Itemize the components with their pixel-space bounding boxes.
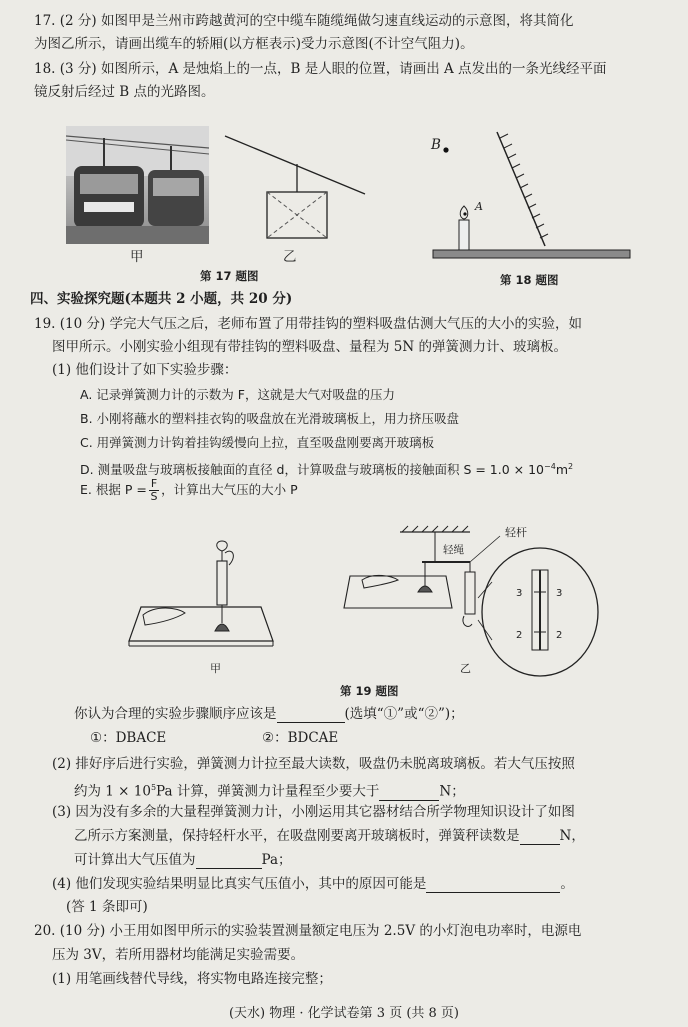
mirror-diagram (425, 128, 640, 266)
q19-sub3-line3: 可计算出大气压值为 Pa； (74, 852, 292, 868)
fig17-label-yi: 乙 (283, 249, 297, 265)
q20-line2: 压为 3V，若所用器材均能满足实验需要。 (52, 947, 305, 963)
q19-sub4-line2: (答 1 条即可) (66, 899, 148, 915)
q19-option-1: ①：DBACE (90, 730, 167, 746)
fig18-label-b: B (431, 137, 441, 153)
svg-text:2: 2 (556, 630, 563, 641)
cable-car-diagram (220, 126, 370, 256)
q19-sub2-line2: 约为 $1 \times 10^5Pa$ 计算，弹簧测力计量程至少要大于 N； (74, 783, 465, 800)
q19-sub4-line1: (4) 他们发现实验结果明显比真实气压值小，其中的原因可能是 。 (52, 876, 574, 892)
fig19-label-jia: 甲 (210, 662, 221, 675)
q19-option-2: ②：BDCAE (262, 730, 339, 746)
svg-text:2: 2 (516, 630, 523, 641)
cable-car-photo (66, 126, 209, 244)
fig17-label-jia: 甲 (130, 249, 144, 265)
svg-text:3: 3 (556, 588, 563, 599)
q19-line1: 19. (10 分) 学完大气压之后，老师布置了用带挂钩的塑料吸盘估测大气压的大小的实验，如 (34, 316, 583, 332)
q18-line2: 镜反射后经过 B 点的光路图。 (34, 84, 215, 100)
fig17-caption: 第 17 题图 (200, 269, 259, 283)
answer-blank-range[interactable] (379, 800, 439, 801)
candle (459, 220, 469, 250)
answer-blank-pressure[interactable] (196, 868, 262, 869)
q19-step-e: E. 根据 P = $\frac{F}{S}$ ，计算出大气压的大小 P (80, 477, 298, 503)
q20-sub1: (1) 用笔画线替代导线，将实物电路连接完整； (52, 971, 332, 987)
q20-line1: 20. (10 分) 小王用如图甲所示的实验装置测量额定电压为 2.5V 的小灯泡电功率时，电源电 (34, 923, 582, 939)
q19-step-c: C. 用弹簧测力计钩着挂钩缓慢向上拉，直至吸盘刚要离开玻璃板 (80, 435, 435, 450)
fig19-label-rope: 轻绳 (443, 544, 464, 556)
answer-blank-reading[interactable] (520, 844, 560, 845)
svg-text:3: 3 (516, 588, 523, 599)
q17-line2: 为图乙所示，请画出缆车的轿厢(以方框表示)受力示意图(不计空气阻力)。 (34, 36, 474, 52)
fig19-caption: 第 19 题图 (340, 684, 399, 698)
q17-line1: 17. (2 分) 如图甲是兰州市跨越黄河的空中缆车随缆绳做匀速直线运动的示意图，将其简化 (34, 13, 574, 29)
section-heading: 四、实验探究题(本题共 2 小题，共 20 分) (30, 291, 293, 307)
answer-blank-order[interactable] (277, 722, 345, 723)
flame-point-a (463, 212, 466, 215)
suction-cup-figure-yi (340, 520, 612, 678)
fig18-label-a: A (475, 200, 483, 213)
suction-cup-figure-jia (125, 535, 275, 655)
fig19-label-yi: 乙 (460, 662, 471, 675)
q19-sub1: (1) 他们设计了如下实验步骤： (52, 362, 238, 378)
q19-step-b: B. 小刚将蘸水的塑料挂衣钩的吸盘放在光滑玻璃板上，用力挤压吸盘 (80, 411, 460, 426)
q19-step-a: A. 记录弹簧测力计的示数为 F，这就是大气对吸盘的压力 (80, 387, 395, 402)
q18-line1: 18. (3 分) 如图所示，A 是烛焰上的一点，B 是人眼的位置，请画出 A 点发出的一条光线经平面 (34, 61, 607, 77)
q19-sub3-line2: 乙所示方案测量，保持轻杆水平，在吸盘刚要离开玻璃板时，弹簧秤读数是 N， (74, 828, 585, 844)
q19-line2: 图甲所示。小刚实验小组现有带挂钩的塑料吸盘、量程为 5N 的弹簧测力计、玻璃板。 (52, 339, 567, 355)
eye-point-b (443, 147, 448, 152)
page-footer: (天水) 物理 · 化学试卷第 3 页 (共 8 页) (228, 1006, 460, 1021)
answer-blank-reason[interactable] (426, 892, 560, 893)
q19-step-d: D. 测量吸盘与玻璃板接触面的直径 d，计算吸盘与玻璃板的接触面积 $S = 1.0 \times 10^{-4}m^2$ (80, 462, 574, 478)
fig18-caption: 第 18 题图 (500, 273, 559, 287)
candle-flame (460, 206, 468, 219)
q19-sub2-line1: (2) 排好序后进行实验，弹簧测力计拉至最大读数，吸盘仍未脱离玻璃板。若大气压按照 (52, 756, 575, 772)
fig19-label-rod: 轻杆 (505, 526, 527, 539)
q19-sub3-line1: (3) 因为没有多余的大量程弹簧测力计，小刚运用其它器材结合所学物理知识设计了如图 (52, 804, 575, 820)
q19-order-question: 你认为合理的实验步骤顺序应该是 (选填“①”或“②”)； (74, 706, 464, 722)
